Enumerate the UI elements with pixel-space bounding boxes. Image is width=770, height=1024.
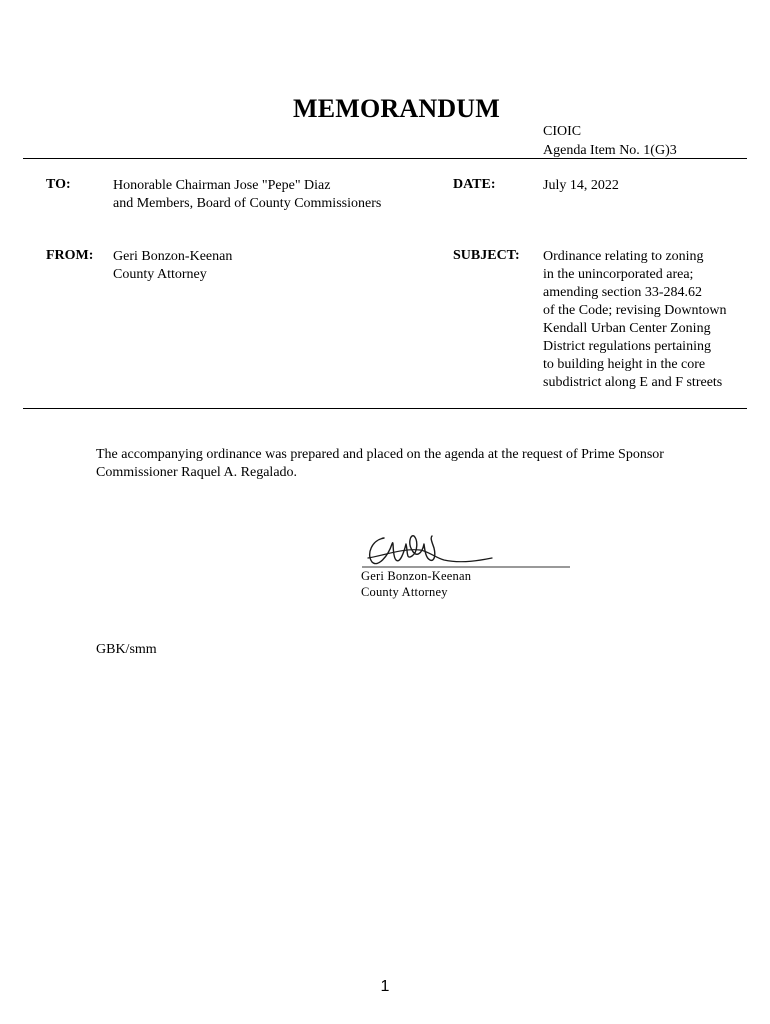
to-line: Honorable Chairman Jose "Pepe" Diaz — [113, 178, 331, 193]
memo-body — [96, 446, 716, 482]
from-line: Geri Bonzon-Keenan — [113, 249, 233, 264]
date-value: July 14, 2022 — [543, 178, 619, 193]
signer-name: Geri Bonzon-Keenan — [361, 569, 472, 583]
agenda-item-number: Agenda Item No. 1(G)3 — [543, 143, 677, 158]
from-sender — [113, 248, 232, 284]
from-line: County Attorney — [113, 267, 207, 282]
to-label: TO: — [46, 177, 71, 192]
typist-initials: GBK/smm — [96, 642, 157, 657]
date-label: DATE: — [453, 177, 496, 192]
to-recipients — [113, 177, 381, 213]
subject-line: of the Code; revising Downtown — [543, 303, 727, 318]
page-number: 1 — [380, 978, 390, 995]
body-line: Commissioner Raquel A. Regalado. — [96, 465, 298, 480]
subject-label: SUBJECT: — [453, 248, 520, 263]
header-bottom-rule — [23, 408, 747, 409]
subject-line: amending section 33-284.62 — [543, 285, 703, 300]
memo-title: MEMORANDUM — [292, 94, 501, 123]
subject-line: subdistrict along E and F streets — [543, 375, 723, 390]
subject-line: in the unincorporated area; — [543, 267, 694, 282]
header-top-rule — [23, 158, 747, 159]
from-label: FROM: — [46, 248, 94, 263]
body-line: The accompanying ordinance was prepared and placed on the agenda at the request of Prime Sponsor — [96, 447, 664, 462]
subject-line: to building height in the core — [543, 357, 706, 372]
subject-line: Ordinance relating to zoning — [543, 249, 704, 264]
subject-line: District regulations pertaining — [543, 339, 711, 354]
subject-line: Kendall Urban Center Zoning — [543, 321, 711, 336]
committee-code: CIOIC — [543, 124, 582, 139]
signature-block — [361, 568, 471, 600]
signer-title: County Attorney — [361, 585, 448, 599]
handwritten-signature — [362, 526, 574, 572]
subject-text — [543, 248, 753, 392]
to-line: and Members, Board of County Commissioners — [113, 196, 382, 211]
